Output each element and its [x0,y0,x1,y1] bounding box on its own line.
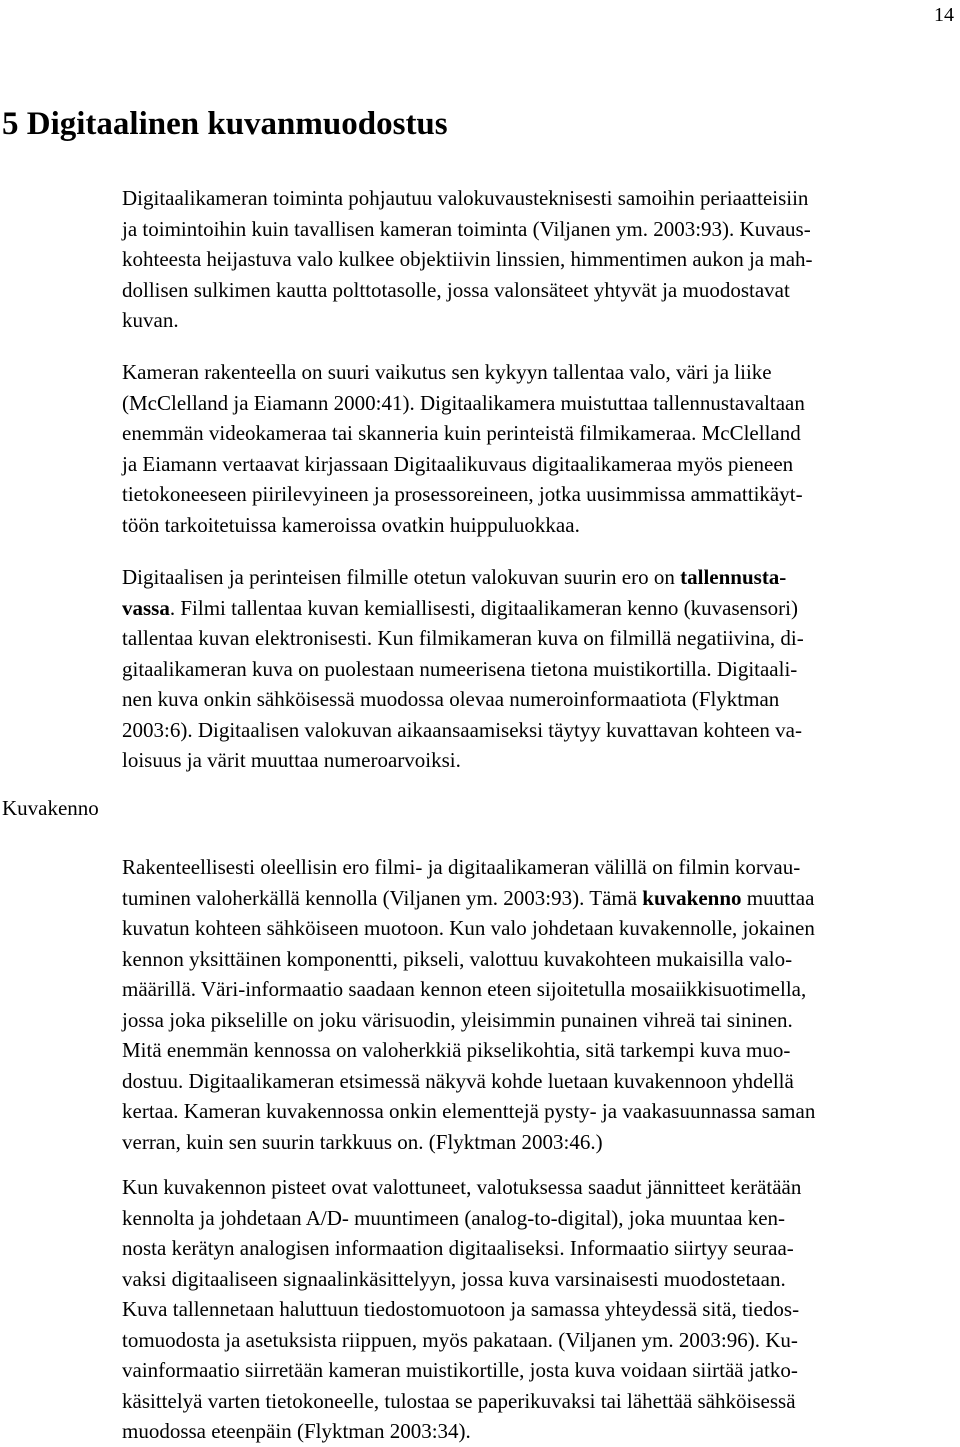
text-segment: kuvan. [122,308,179,332]
text-line [122,1005,956,1036]
text-line [122,1096,956,1127]
text-line [122,214,956,245]
text-segment: kennolta ja johdetaan A/D- muuntimeen (analog-to-digital), joka muuntaa ken- [122,1205,786,1230]
text-segment: Mitä enemmän kennossa on valoherkkiä pikselikohtia, sitä tarkempi kuva muo- [122,1038,791,1062]
text-line [122,562,956,593]
bold-term: kuvakenno [642,885,742,910]
bold-term: tallennusta- [680,565,787,589]
text-line [122,944,956,975]
text-line [122,715,956,746]
text-segment: Digitaalisen ja perinteisen filmille otetun valokuvan suurin ero on [122,565,681,589]
text-segment: muodossa eteenpäin (Flyktman 2003:34). [122,1419,471,1443]
chapter-title: 5 Digitaalinen kuvanmuodostus [2,106,448,142]
text-segment: dollisen sulkimen kautta polttotasolle, jossa valonsäteet yhtyvät ja muodostavat [122,277,790,302]
text-line [122,1035,956,1066]
text-segment: Kun kuvakennon pisteet ovat valottuneet, valotuksessa saadut jännitteet kerätään [122,1175,802,1199]
text-line [122,418,956,449]
text-segment: käsittelyä varten tietokoneelle, tulostaa se paperikuvaksi tai lähettää sähköisessä [122,1388,796,1413]
text-line [122,1172,956,1203]
text-line [122,1416,956,1447]
text-line [122,305,956,336]
text-segment: . Filmi tallentaa kuvan kemiallisesti, digitaalikameran kenno (kuvasensori) [169,595,798,620]
text-segment: verran, kuin sen suurin tarkkuus on. (Flyktman 2003:46.) [122,1129,603,1154]
page-number: 14 [934,4,954,26]
text-segment: enemmän videokameraa tai skanneria kuin perinteistä filmikameraa. McClelland [122,421,801,445]
text-line [122,357,956,388]
text-line [122,510,956,541]
text-line [122,1066,956,1097]
text-line [122,623,956,654]
text-line [122,275,956,306]
text-line [122,974,956,1005]
text-segment: nen kuva onkin sähköisessä muodossa olevaa numeroinformaatiota (Flyktman [122,687,780,711]
text-line [122,684,956,715]
text-segment: (McClelland ja Eiamann 2000:41). Digitaalikamera muistuttaa tallennustavaltaan [122,390,805,415]
text-segment: töön tarkoitetuissa kameroissa ovatkin huippuluokkaa. [122,512,580,537]
text-line [122,1355,956,1386]
text-segment: tuminen valoherkällä kennolla (Viljanen ym. 2003:93). Tämä [122,885,643,910]
paragraph-signal-processing [122,1172,956,1447]
paragraph-image-sensor [122,852,956,1157]
text-segment: vainformaatio siirretään kameran muistikortille, josta kuva voidaan siirtää jatko- [122,1358,798,1382]
text-segment: Kameran rakenteella on suuri vaikutus sen kykyyn tallentaa valo, väri ja liike [122,360,772,384]
text-line [122,388,956,419]
text-line [122,244,956,275]
paragraph-camera-structure [122,357,956,540]
text-line [122,449,956,480]
text-line [122,1386,956,1417]
text-segment: gitaalikameran kuva on puolestaan numeerisena tietona muistikortilla. Digitaali- [122,656,798,681]
text-segment: kennon yksittäinen komponentti, pikseli, valottuu kuvakohteen mukaisilla valo- [122,946,793,971]
margin-note-kuvakenno: Kuvakenno [2,796,99,820]
text-line [122,913,956,944]
text-segment: Rakenteellisesti oleellisin ero filmi- ja digitaalikameran välillä on filmin korvau- [122,855,801,879]
text-line [122,654,956,685]
text-segment: ja Eiamann vertaavat kirjassaan Digitaalikuvaus digitaalikameraa myös pieneen [122,451,794,476]
text-line [122,883,956,914]
text-line [122,1264,956,1295]
text-line [122,479,956,510]
text-segment: kertaa. Kameran kuvakennossa onkin elementtejä pysty- ja vaakasuunnassa saman [122,1099,816,1123]
text-line [122,183,956,214]
text-segment: muuttaa [741,885,815,910]
text-segment: jossa joka pikselille on joku värisuodin, yleisimmin punainen vihreä tai sininen. [122,1007,793,1032]
text-segment: tietokoneeseen piirilevyineen ja prosessoreineen, jotka uusimmissa ammattikäyt- [122,482,803,506]
text-line [122,1294,956,1325]
text-segment: dostuu. Digitaalikameran etsimessä näkyvä kohde luetaan kuvakennoon yhdellä [122,1068,794,1093]
text-segment: kuvatun kohteen sähköiseen muotoon. Kun valo johdetaan kuvakennolle, jokainen [122,916,815,940]
paragraph-storage-difference [122,562,956,776]
text-segment: tallentaa kuvan elektronisesti. Kun filmikameran kuva on filmillä negatiivina, di- [122,626,804,650]
text-segment: Kuva tallennetaan haluttuun tiedostomuotoon ja samassa yhteydessä sitä, tiedos- [122,1297,800,1321]
text-line [122,1233,956,1264]
text-segment: määrillä. Väri-informaatio saadaan kennon eteen sijoitetulla mosaiikkisuotimella, [122,977,807,1001]
text-segment: Digitaalikameran toiminta pohjautuu valokuvausteknisesti samoihin periaatteisiin [122,186,809,210]
text-segment: loisuus ja värit muuttaa numeroarvoiksi. [122,748,461,772]
paragraph-intro [122,183,956,336]
text-line [122,1127,956,1158]
text-segment: tomuodosta ja asetuksista riippuen, myös pakataan. (Viljanen ym. 2003:96). Ku- [122,1327,798,1352]
text-segment: kohteesta heijastuva valo kulkee objektiivin linssien, himmentimen aukon ja mah- [122,247,813,271]
text-segment: nosta kerätyn analogisen informaation digitaaliseksi. Informaatio siirtyy seuraa- [122,1236,794,1260]
text-line [122,745,956,776]
bold-term: vassa [122,595,170,620]
text-line [122,1203,956,1234]
text-line [122,852,956,883]
text-segment: vaksi digitaaliseen signaalinkäsittelyyn, jossa kuva varsinaisesti muodostetaan. [122,1266,786,1291]
text-segment: 2003:6). Digitaalisen valokuvan aikaansaamiseksi täytyy kuvattavan kohteen va- [122,717,802,742]
text-line [122,593,956,624]
text-segment: ja toimintoihin kuin tavallisen kameran toiminta (Viljanen ym. 2003:93). Kuvaus- [122,216,811,241]
text-line [122,1325,956,1356]
